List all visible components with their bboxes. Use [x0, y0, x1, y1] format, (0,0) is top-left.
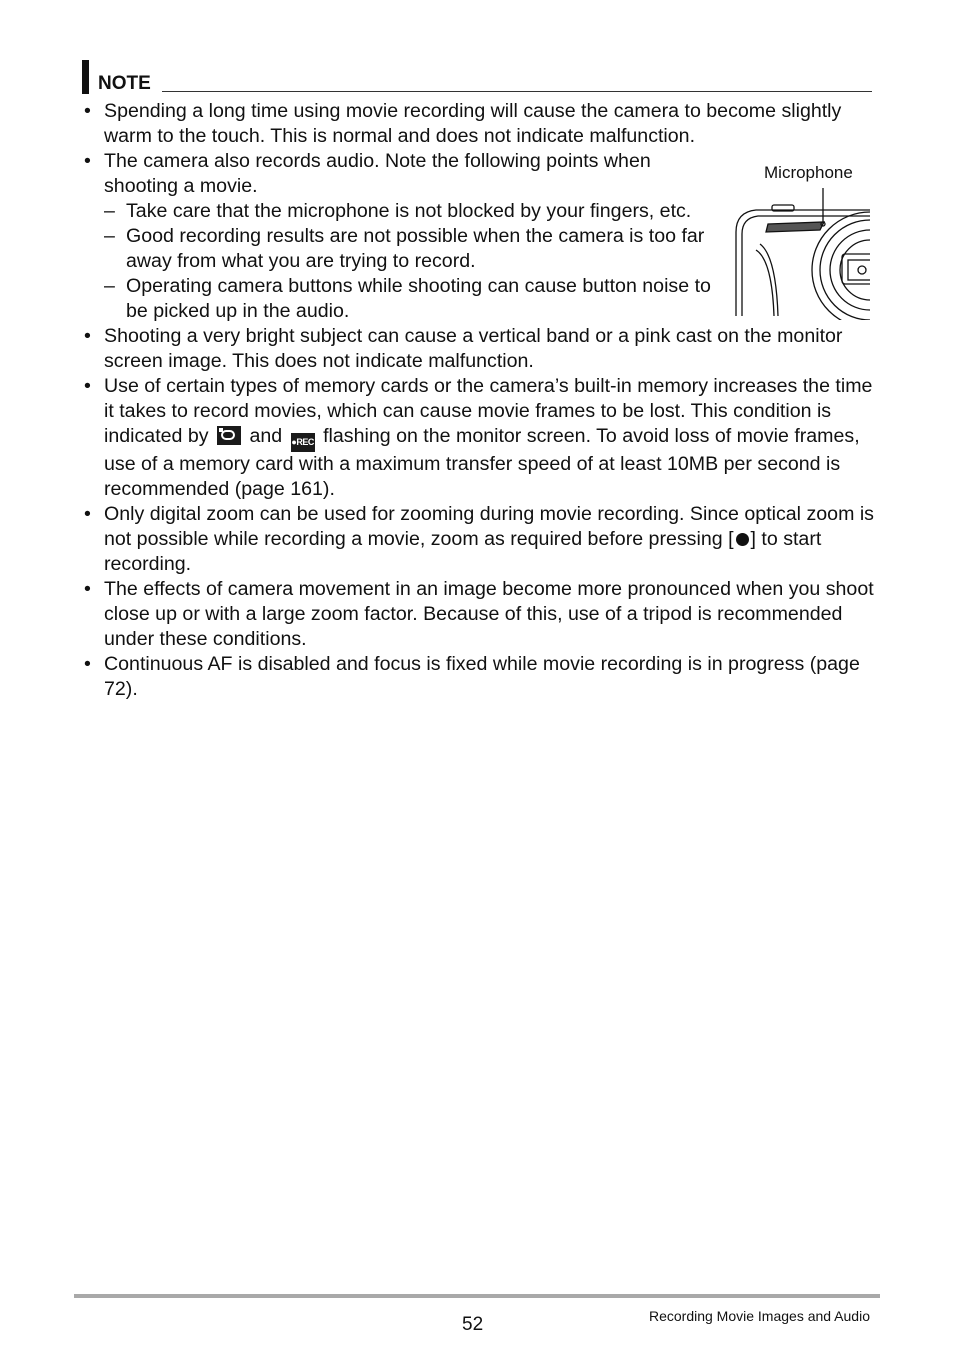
sub-item-text: Good recording results are not possible when the camera is too far away from what you are trying to record.: [126, 225, 705, 272]
bullet-text: Shooting a very bright subject can cause a vertical band or a pink cast on the monitor screen image. This does not indicate malfunction.: [104, 325, 843, 372]
note-label: NOTE: [98, 73, 151, 94]
note-header: [82, 60, 872, 94]
bullet-text: Spending a long time using movie recording will cause the camera to become slightly warm to the touch. This is normal and does not indicate malfunction.: [104, 100, 842, 147]
rec-icon: ●REC: [291, 433, 315, 452]
list-item: [84, 502, 874, 577]
bullet-text: flashing on the monitor screen. To avoid loss of movie frames, use of a memory card with a maximum transfer speed of at least 10MB per second is recommended (page 161).: [104, 425, 860, 500]
footer-divider: [74, 1294, 880, 1298]
sub-list-item: [84, 224, 716, 274]
note-marker-bar: [82, 60, 89, 94]
bullet-glyph: •: [84, 100, 91, 122]
camera-illustration: [728, 160, 870, 320]
bullet-text: Only digital zoom can be used for zooming during movie recording. Since optical zoom is not possible while recording a movie, zoom as required before pressing [: [104, 503, 874, 550]
bullet-text: Use of certain types of memory cards or the camera’s built-in memory increases the time it takes to record movies, which can cause movie frames to be lost. This condition is indicated by: [104, 375, 873, 447]
list-item: [84, 149, 694, 199]
movie-frame-icon: [217, 426, 241, 445]
bullet-text: Continuous AF is disabled and focus is fixed while movie recording is in progress (page 72).: [104, 653, 860, 700]
dash-glyph: –: [104, 225, 115, 247]
record-dot-icon: [736, 533, 749, 546]
list-item: [84, 324, 874, 374]
list-item: [84, 652, 874, 702]
sub-list-item: [84, 274, 716, 324]
list-item: [84, 374, 874, 502]
bullet-text: The camera also records audio. Note the following points when shooting a movie.: [104, 150, 651, 197]
dash-glyph: –: [104, 275, 115, 297]
footer-section-title: Recording Movie Images and Audio: [648, 1308, 870, 1324]
bullet-text: The effects of camera movement in an image become more pronounced when you shoot close up or with a large zoom factor. Because of this, use of a tripod is recommended under these conditions.: [104, 578, 874, 650]
sub-item-text: Take care that the microphone is not blocked by your fingers, etc.: [126, 200, 692, 222]
sub-item-text: Operating camera buttons while shooting can cause button noise to be picked up in the audio.: [126, 275, 711, 322]
bullet-glyph: •: [84, 325, 91, 347]
bullet-glyph: •: [84, 578, 91, 600]
microphone-label: Microphone: [764, 163, 853, 182]
page-number: 52: [462, 1314, 484, 1335]
bullet-glyph: •: [84, 150, 91, 172]
bullet-glyph: •: [84, 503, 91, 525]
bullet-text: ] to start recording.: [104, 528, 822, 575]
bullet-glyph: •: [84, 375, 91, 397]
list-item: [84, 99, 874, 149]
dash-glyph: –: [104, 200, 115, 222]
bullet-glyph: •: [84, 653, 91, 675]
note-rule: [162, 91, 872, 92]
list-item: [84, 577, 874, 652]
camera-drawing-icon: [728, 160, 870, 320]
sub-list-item: [84, 199, 716, 224]
bullet-text: and: [249, 425, 283, 447]
